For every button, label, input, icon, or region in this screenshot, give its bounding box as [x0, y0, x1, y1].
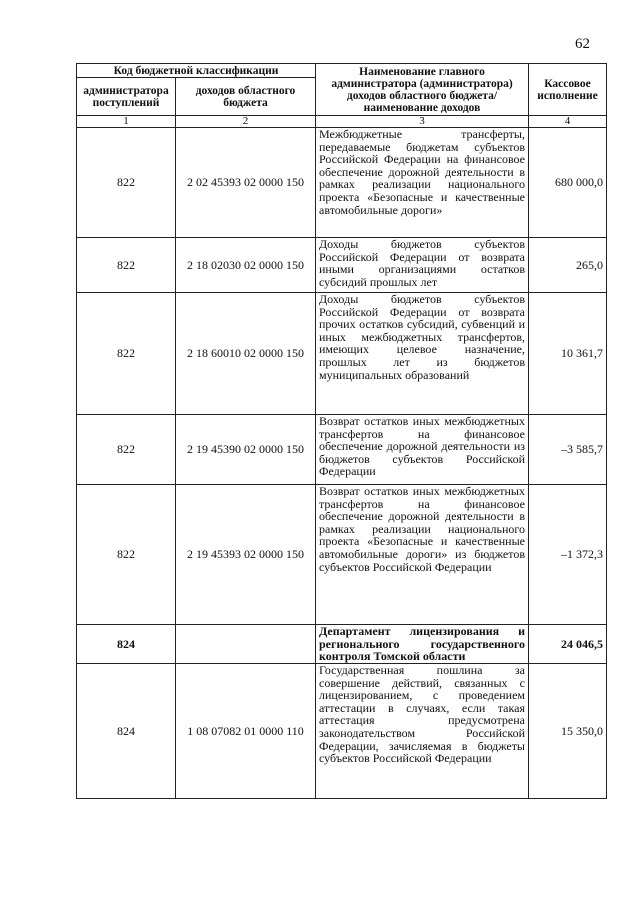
- column-number: 1: [77, 116, 176, 128]
- admin-code: 822: [77, 238, 176, 293]
- table-row: [77, 664, 607, 799]
- column-numbers-row: [77, 116, 607, 128]
- header-code-group: Код бюджетной классификации: [77, 64, 316, 78]
- income-name: Возврат остатков иных межбюджетных трансфертов на финансовое обеспечение дорожной деятельности в рамках реализации национального проекта «Безопасные и качественные автомобильные дороги» из бюджетов субъектов Российской Федерации: [316, 485, 529, 625]
- income-code: 2 18 02030 02 0000 150: [176, 238, 316, 293]
- admin-code: 822: [77, 128, 176, 238]
- header-execution: Кассовое исполнение: [529, 64, 607, 116]
- department-name: Департамент лицензирования и регионального государственного контроля Томской области: [316, 625, 529, 664]
- amount: –3 585,7: [529, 415, 607, 485]
- income-code: 2 19 45390 02 0000 150: [176, 415, 316, 485]
- table-row: [77, 128, 607, 238]
- income-code: [176, 625, 316, 664]
- amount: 265,0: [529, 238, 607, 293]
- column-number: 3: [316, 116, 529, 128]
- income-name: Доходы бюджетов субъектов Российской Федерации от возврата прочих остатков субсидий, субвенций и иных межбюджетных трансфертов, имеющих целевое назначение, прошлых лет из бюджетов муниципальных образований: [316, 293, 529, 415]
- income-name: Межбюджетные трансферты, передаваемые бюджетам субъектов Российской Федерации на финансовое обеспечение дорожной деятельности в рамках реализации национального проекта «Безопасные и качественные автомобильные дороги»: [316, 128, 529, 238]
- table-row: [77, 415, 607, 485]
- amount: 15 350,0: [529, 664, 607, 799]
- department-row: [77, 625, 607, 664]
- column-number: 2: [176, 116, 316, 128]
- income-name: Государственная пошлина за совершение действий, связанных с лицензированием, с проведением аттестации в случаях, если такая аттестация предусмотрена законодательством Российской Федерации, зачисляемая в бюджеты субъектов Российской Федерации: [316, 664, 529, 799]
- page-number: 62: [575, 36, 590, 52]
- income-name: Возврат остатков иных межбюджетных трансфертов на финансовое обеспечение дорожной деятельности из бюджетов субъектов Российской Федерации: [316, 415, 529, 485]
- admin-code: 822: [77, 415, 176, 485]
- department-total: 24 046,5: [529, 625, 607, 664]
- admin-code: 822: [77, 485, 176, 625]
- income-code: 2 18 60010 02 0000 150: [176, 293, 316, 415]
- amount: –1 372,3: [529, 485, 607, 625]
- header-income: доходов областного бюджета: [176, 78, 316, 116]
- admin-code: 824: [77, 625, 176, 664]
- table-row: [77, 485, 607, 625]
- amount: 680 000,0: [529, 128, 607, 238]
- budget-table: [76, 63, 607, 799]
- column-number: 4: [529, 116, 607, 128]
- amount: 10 361,7: [529, 293, 607, 415]
- admin-code: 824: [77, 664, 176, 799]
- income-name: Доходы бюджетов субъектов Российской Федерации от возврата иными организациями остатков субсидий прошлых лет: [316, 238, 529, 293]
- admin-code: 822: [77, 293, 176, 415]
- table-row: [77, 293, 607, 415]
- table-row: [77, 238, 607, 293]
- income-code: 2 19 45393 02 0000 150: [176, 485, 316, 625]
- income-code: 2 02 45393 02 0000 150: [176, 128, 316, 238]
- header-name: Наименование главного администратора (администратора) доходов областного бюджета/ наименование доходов: [316, 64, 529, 116]
- header-admin: администратора поступлений: [77, 78, 176, 116]
- income-code: 1 08 07082 01 0000 110: [176, 664, 316, 799]
